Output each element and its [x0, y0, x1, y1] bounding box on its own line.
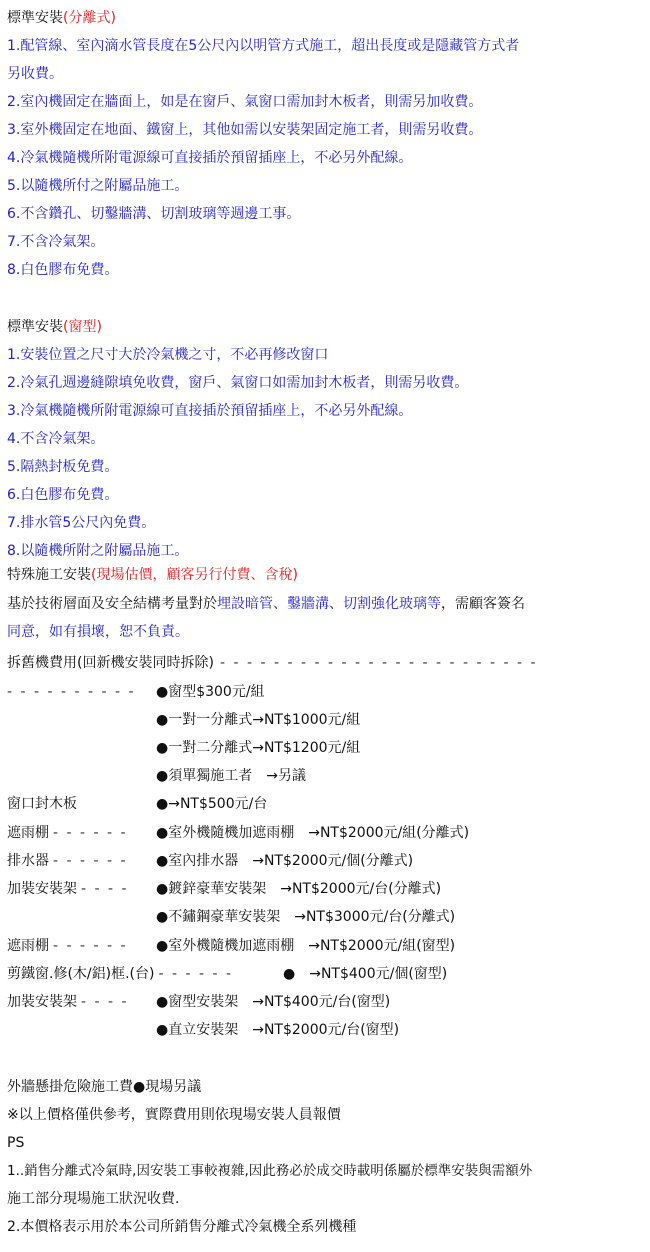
special-note-line2: 同意，如有損壞，恕不負責。	[7, 624, 189, 640]
fee-row-label: 剪鐵窗.修(木/鋁)框.(台) - - - - - -	[7, 966, 234, 982]
window-item: 5.隔熱封板免費。	[7, 459, 119, 475]
split-section-heading: 標準安裝(分離式)	[7, 10, 116, 26]
removal-fee-heading: 拆舊機費用(回新機安裝同時拆除) - - - - - - - - - - - - - - - - - - - - - - - -	[7, 655, 538, 671]
window-item: 2.冷氣孔週邊縫隙填免收費，窗戶、氣窗口如需加封木板者，則需另收費。	[7, 375, 469, 391]
fee-row-value: ●不鏽鋼豪華安裝架 →NT$3000元/台(分離式)	[156, 909, 456, 925]
ps-note-2: 2.本價格表示用於本公司所銷售分離式冷氣機全系列機種	[7, 1219, 357, 1235]
split-item: 5.以隨機所付之附屬品施工。	[7, 178, 189, 194]
split-item: 1.配管線、室內滴水管長度在5公尺內以明管方式施工，超出長度或是隱藏管方式者	[7, 38, 520, 54]
window-section-heading: 標準安裝(窗型)	[7, 319, 102, 335]
window-item: 3.冷氣機隨機所附電源線可直接插於預留插座上，不必另外配線。	[7, 403, 413, 419]
split-item: 6.不含鑽孔、切鑿牆溝、切割玻璃等週邊工事。	[7, 206, 301, 222]
fee-row-label: 排水器 - - - - - -	[7, 853, 128, 869]
split-item: 8.白色膠布免費。	[7, 262, 119, 278]
special-note-line1: 基於技術層面及安全結構考量對於埋設暗管、鑿牆溝、切割強化玻璃等，需顧客簽名	[7, 596, 525, 612]
reference-note: ※以上價格僅供參考，實際費用則依現場安裝人員報價	[7, 1107, 341, 1123]
split-section-tag: (分離式)	[63, 10, 116, 26]
exterior-wall-note: 外牆懸掛危險施工費●現場另議	[7, 1079, 202, 1095]
removal-fee-item: ●一對一分離式→NT$1000元/組	[156, 712, 361, 728]
removal-fee-item: ●一對二分離式→NT$1200元/組	[156, 740, 361, 756]
fee-row-label: 窗口封木板	[7, 796, 77, 812]
fee-row-value: ●室內排水器 →NT$2000元/個(分離式)	[156, 853, 414, 869]
split-item: 7.不含冷氣架。	[7, 234, 105, 250]
fee-row-value: ● →NT$400元/個(窗型)	[283, 966, 448, 982]
fee-row-value: ●鍍鋅豪華安裝架 →NT$2000元/台(分離式)	[156, 881, 442, 897]
fee-row-value: ●→NT$500元/台	[156, 796, 268, 812]
removal-fee-item: ●窗型$300元/組	[156, 684, 265, 700]
split-item: 2.室內機固定在牆面上，如是在窗戶、氣窗口需加封木板者，則需另加收費。	[7, 94, 483, 110]
removal-fee-item: ●須單獨施工者 →另議	[156, 768, 306, 784]
fee-row-value: ●窗型安裝架 →NT$400元/台(窗型)	[156, 994, 391, 1010]
split-item: 另收費。	[7, 66, 63, 82]
fee-row-label: 加裝安裝架 - - - -	[7, 994, 129, 1010]
window-item: 6.白色膠布免費。	[7, 487, 119, 503]
ps-note-1: 1..銷售分離式冷氣時,因安裝工事較複雜,因此務必於成交時載明係屬於標準安裝與需額外	[7, 1163, 533, 1179]
special-section-tag: (現場估價，顧客另行付費、含稅)	[91, 567, 298, 583]
special-section-heading: 特殊施工安裝(現場估價，顧客另行付費、含稅)	[7, 567, 298, 583]
fee-row-label: 加裝安裝架 - - - -	[7, 881, 129, 897]
fee-row-value: ●室外機隨機加遮雨棚 →NT$2000元/組(分離式)	[156, 825, 470, 841]
window-item: 7.排水管5公尺內免費。	[7, 515, 156, 531]
fee-row-value: ●直立安裝架 →NT$2000元/台(窗型)	[156, 1022, 400, 1038]
removal-fee-line: - - - - - - - - - -	[7, 684, 136, 700]
window-item: 1.安裝位置之尺寸大於冷氣機之寸，不必再修改窗口	[7, 347, 329, 363]
window-section-tag: (窗型)	[63, 319, 102, 335]
split-item: 4.冷氣機隨機所附電源線可直接插於預留插座上，不必另外配線。	[7, 150, 413, 166]
window-item: 4.不含冷氣架。	[7, 431, 105, 447]
fee-row-label: 遮雨棚 - - - - - -	[7, 825, 128, 841]
window-item: 8.以隨機所附之附屬品施工。	[7, 543, 189, 559]
ps-note-1-cont: 施工部分現場施工狀況收費.	[7, 1191, 180, 1207]
fee-row-value: ●室外機隨機加遮雨棚 →NT$2000元/組(窗型)	[156, 938, 456, 954]
fee-row-label: 遮雨棚 - - - - - -	[7, 938, 128, 954]
ps-label: PS	[7, 1135, 25, 1151]
split-item: 3.室外機固定在地面、鐵窗上，其他如需以安裝架固定施工者，則需另收費。	[7, 122, 483, 138]
